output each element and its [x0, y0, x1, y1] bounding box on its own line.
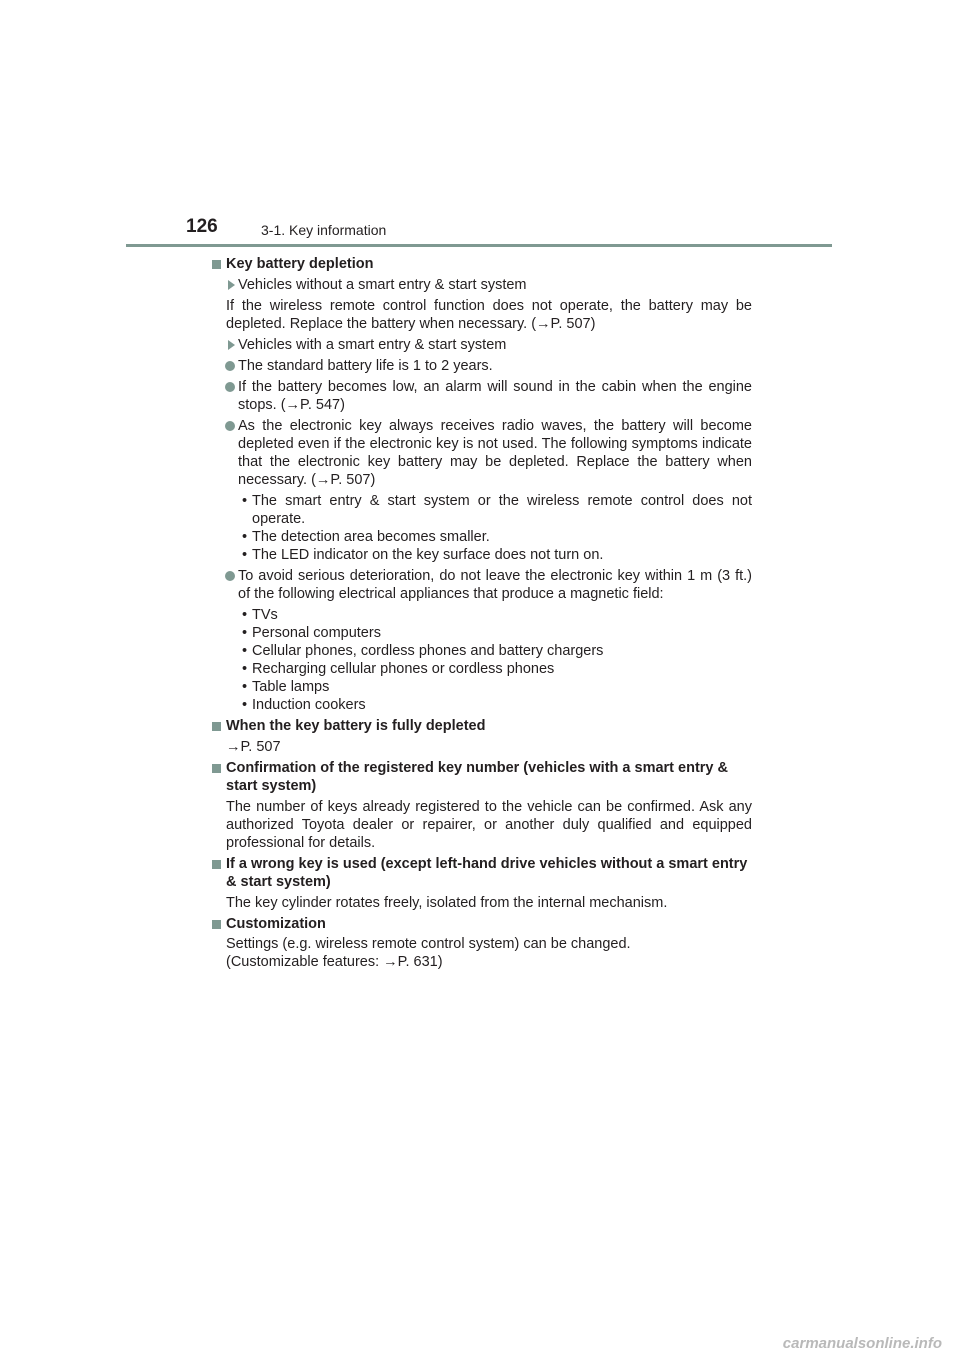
- list-item: • The detection area becomes smaller.: [242, 529, 490, 545]
- list-item: • Recharging cellular phones or cordless phones: [242, 661, 555, 677]
- triangle-bullet-icon: [228, 280, 235, 290]
- square-bullet-icon: [212, 860, 221, 869]
- square-bullet-icon: [212, 260, 221, 269]
- watermark: carmanualsonline.info: [782, 1335, 942, 1352]
- circle-bullet-icon: [225, 382, 235, 392]
- list-item: • Induction cookers: [242, 697, 366, 713]
- circle-bullet-icon: [225, 571, 235, 581]
- section-title: 3-1. Key information: [261, 222, 387, 238]
- triangle-bullet-icon: [228, 340, 235, 350]
- appliance-list: [212, 606, 752, 714]
- symptom-list: [212, 492, 752, 564]
- paragraph-customization-reference: (Customizable features: →P. 631): [226, 954, 443, 970]
- square-bullet-icon: [212, 920, 221, 929]
- subheading-with-smart-entry: Vehicles with a smart entry & start system: [212, 336, 752, 354]
- heading-confirmation: Confirmation of the registered key number (vehicles with a smart entry & start system): [212, 759, 752, 795]
- circle-bullet-icon: [225, 421, 235, 431]
- heading-key-battery-depletion: Key battery depletion: [212, 255, 752, 273]
- bullet-avoid-deterioration: To avoid serious deterioration, do not leave the electronic key within 1 m (3 ft.) of the following electrical appliances that produce a magnetic field:: [212, 567, 752, 603]
- list-item: • The smart entry & start system or the wireless remote control does not operate.: [242, 493, 752, 527]
- square-bullet-icon: [212, 722, 221, 731]
- paragraph-fully-depleted-ref: →P. 507: [226, 739, 281, 755]
- paragraph-confirmation: The number of keys already registered to the vehicle can be confirmed. Ask any authorized Toyota dealer or repairer, or another duly qualified and equipped professional for details.: [226, 799, 752, 851]
- paragraph-customization-settings: Settings (e.g. wireless remote control system) can be changed.: [226, 936, 631, 952]
- list-item: • Table lamps: [242, 679, 330, 695]
- list-item: • The LED indicator on the key surface does not turn on.: [242, 547, 604, 563]
- heading-wrong-key: If a wrong key is used (except left-hand drive vehicles without a smart entry & start system): [212, 855, 752, 891]
- list-item: • Personal computers: [242, 625, 381, 641]
- circle-bullet-icon: [225, 361, 235, 371]
- subheading-without-smart-entry: Vehicles without a smart entry & start system: [212, 276, 752, 294]
- square-bullet-icon: [212, 764, 221, 773]
- page-number: 126: [186, 216, 218, 237]
- bullet-battery-life: The standard battery life is 1 to 2 years.: [212, 357, 752, 375]
- heading-customization: Customization: [212, 915, 752, 933]
- heading-fully-depleted: When the key battery is fully depleted: [212, 717, 752, 735]
- list-item: • Cellular phones, cordless phones and battery chargers: [242, 643, 604, 659]
- paragraph-wireless-remote: If the wireless remote control function does not operate, the battery may be depleted. Replace the battery when necessary. (→P. 507): [226, 298, 752, 332]
- header-rule: [126, 244, 832, 247]
- bullet-radio-waves: As the electronic key always receives radio waves, the battery will become depleted even if the electronic key is not used. The following symptoms indicate that the electronic key battery may be depleted. Replace the battery when necessary. (→P. 507): [212, 417, 752, 489]
- list-item: • TVs: [242, 607, 278, 623]
- paragraph-wrong-key: The key cylinder rotates freely, isolated from the internal mechanism.: [226, 895, 668, 911]
- page-content: [212, 255, 752, 971]
- bullet-battery-low-alarm: If the battery becomes low, an alarm will sound in the cabin when the engine stops. (→P. 547): [212, 378, 752, 414]
